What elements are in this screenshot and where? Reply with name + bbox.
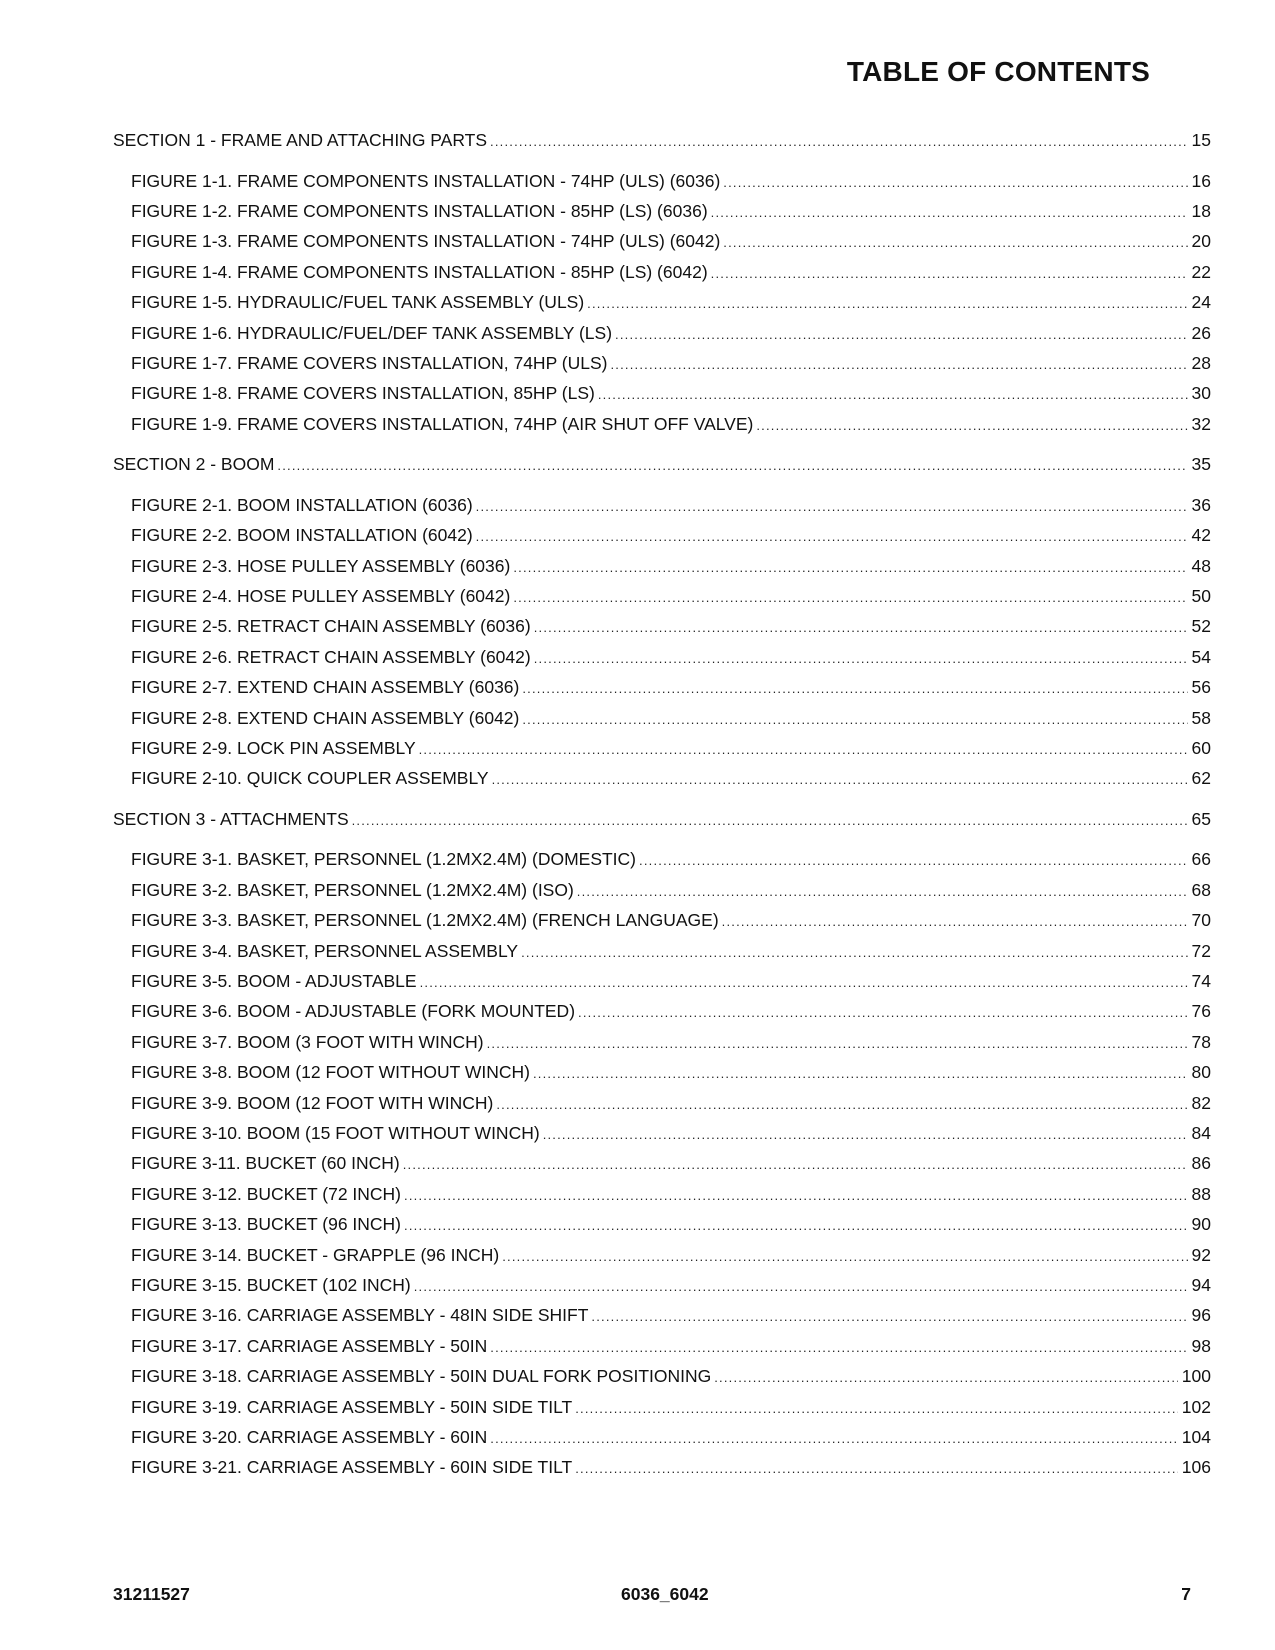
toc-dot-leader: [534, 617, 1188, 638]
toc-dot-leader: [591, 1306, 1187, 1327]
toc-dot-leader: [419, 739, 1188, 760]
toc-entry-page: 35: [1191, 454, 1211, 475]
toc-dot-leader: [575, 1398, 1178, 1419]
toc-entry-page: 18: [1191, 200, 1211, 221]
toc-entry-label: FIGURE 2-8. EXTEND CHAIN ASSEMBLY (6042): [131, 707, 520, 728]
toc-figure-entry[interactable]: [113, 849, 1211, 871]
toc-figure-entry[interactable]: [113, 1214, 1211, 1236]
toc-entry-page: 90: [1191, 1214, 1211, 1235]
toc-section-entry[interactable]: [113, 130, 1211, 152]
toc-entry-label: FIGURE 3-12. BUCKET (72 INCH): [131, 1183, 402, 1204]
toc-entry-label: FIGURE 3-14. BUCKET - GRAPPLE (96 INCH): [131, 1244, 500, 1265]
toc-figure-entry[interactable]: [113, 880, 1211, 902]
toc-entry-page: 72: [1191, 940, 1211, 961]
footer-page-number: 7: [1181, 1584, 1191, 1604]
toc-figure-entry[interactable]: [113, 495, 1211, 517]
toc-entry-label: SECTION 3 - ATTACHMENTS: [113, 808, 349, 829]
toc-entry-label: FIGURE 1-1. FRAME COMPONENTS INSTALLATION - 74HP (ULS) (6036): [131, 170, 721, 191]
toc-entry-page: 86: [1191, 1153, 1211, 1174]
toc-figure-entry[interactable]: [113, 1427, 1211, 1449]
toc-figure-entry[interactable]: [113, 323, 1211, 345]
toc-figure-entry[interactable]: [113, 1457, 1211, 1479]
toc-entry-page: 24: [1191, 292, 1211, 313]
toc-entry-page: 84: [1191, 1122, 1211, 1143]
toc-entry-page: 100: [1181, 1366, 1211, 1387]
toc-figure-entry[interactable]: [113, 647, 1211, 669]
toc-entry-label: FIGURE 2-5. RETRACT CHAIN ASSEMBLY (6036): [131, 616, 531, 637]
toc-dot-leader: [533, 1063, 1188, 1084]
toc-dot-leader: [420, 972, 1188, 993]
toc-entry-page: 82: [1191, 1092, 1211, 1113]
toc-dot-leader: [722, 911, 1188, 932]
toc-figure-entry[interactable]: [113, 525, 1211, 547]
toc-entry-label: FIGURE 1-5. HYDRAULIC/FUEL TANK ASSEMBLY (ULS): [131, 292, 585, 313]
toc-dot-leader: [756, 415, 1187, 436]
toc-entry-page: 60: [1191, 737, 1211, 758]
toc-entry-page: 94: [1191, 1274, 1211, 1295]
toc-entry-page: 104: [1181, 1426, 1211, 1447]
toc-figure-entry[interactable]: [113, 616, 1211, 638]
toc-dot-leader: [487, 1033, 1188, 1054]
toc-dot-leader: [711, 202, 1188, 223]
toc-entry-page: 52: [1191, 616, 1211, 637]
toc-entry-label: FIGURE 3-21. CARRIAGE ASSEMBLY - 60IN SIDE TILT: [131, 1457, 573, 1478]
toc-entry-page: 48: [1191, 555, 1211, 576]
toc-dot-leader: [476, 526, 1188, 547]
toc-figure-entry[interactable]: [113, 1123, 1211, 1145]
toc-entry-page: 74: [1191, 970, 1211, 991]
toc-entry-label: FIGURE 3-2. BASKET, PERSONNEL (1.2MX2.4M) (ISO): [131, 879, 574, 900]
toc-entry-label: FIGURE 2-10. QUICK COUPLER ASSEMBLY: [131, 768, 489, 789]
toc-entry-page: 32: [1191, 413, 1211, 434]
toc-entry-label: FIGURE 3-4. BASKET, PERSONNEL ASSEMBLY: [131, 940, 519, 961]
toc-figure-entry[interactable]: [113, 383, 1211, 405]
toc-entry-page: 65: [1191, 808, 1211, 829]
toc-dot-leader: [522, 678, 1187, 699]
toc-figure-entry[interactable]: [113, 1062, 1211, 1084]
toc-dot-leader: [723, 172, 1187, 193]
toc-figure-entry[interactable]: [113, 353, 1211, 375]
toc-entry-label: FIGURE 3-5. BOOM - ADJUSTABLE: [131, 970, 417, 991]
toc-dot-leader: [352, 810, 1188, 831]
toc-dot-leader: [578, 1002, 1188, 1023]
toc-dot-leader: [502, 1246, 1187, 1267]
toc-entry-page: 70: [1191, 910, 1211, 931]
toc-entry-label: SECTION 2 - BOOM: [113, 454, 275, 475]
toc-entry-page: 88: [1191, 1183, 1211, 1204]
toc-entry-label: FIGURE 3-6. BOOM - ADJUSTABLE (FORK MOUNTED): [131, 1001, 576, 1022]
toc-entry-label: FIGURE 3-9. BOOM (12 FOOT WITH WINCH): [131, 1092, 494, 1113]
toc-dot-leader: [543, 1124, 1188, 1145]
toc-entry-page: 78: [1191, 1031, 1211, 1052]
toc-dot-leader: [598, 384, 1188, 405]
toc-entry-page: 26: [1191, 322, 1211, 343]
toc-figure-entry[interactable]: [113, 1305, 1211, 1327]
toc-entry-page: 56: [1191, 677, 1211, 698]
toc-entry-label: FIGURE 3-8. BOOM (12 FOOT WITHOUT WINCH): [131, 1062, 530, 1083]
toc-dot-leader: [711, 263, 1188, 284]
toc-entry-label: FIGURE 1-4. FRAME COMPONENTS INSTALLATION - 85HP (LS) (6042): [131, 261, 708, 282]
toc-figure-entry[interactable]: [113, 1153, 1211, 1175]
toc-entry-page: 20: [1191, 231, 1211, 252]
toc-dot-leader: [723, 232, 1187, 253]
toc-entry-label: FIGURE 1-3. FRAME COMPONENTS INSTALLATION - 74HP (ULS) (6042): [131, 231, 721, 252]
toc-figure-entry[interactable]: [113, 231, 1211, 253]
toc-figure-entry[interactable]: [113, 1093, 1211, 1115]
toc-dot-leader: [277, 455, 1187, 476]
toc-entry-label: FIGURE 3-3. BASKET, PERSONNEL (1.2MX2.4M) (FRENCH LANGUAGE): [131, 910, 719, 931]
toc-entry-page: 16: [1191, 170, 1211, 191]
toc-entry-label: FIGURE 3-13. BUCKET (96 INCH): [131, 1214, 402, 1235]
toc-entry-label: FIGURE 1-2. FRAME COMPONENTS INSTALLATION - 85HP (LS) (6036): [131, 200, 708, 221]
toc-entry-label: FIGURE 2-4. HOSE PULLEY ASSEMBLY (6042): [131, 585, 511, 606]
toc-figure-entry[interactable]: [113, 201, 1211, 223]
toc-entry-page: 80: [1191, 1062, 1211, 1083]
toc-entry-page: 15: [1191, 130, 1211, 150]
toc-figure-entry[interactable]: [113, 292, 1211, 314]
toc-figure-entry[interactable]: [113, 262, 1211, 284]
toc-figure-entry[interactable]: [113, 1275, 1211, 1297]
footer-model: 6036_6042: [621, 1584, 709, 1604]
toc-section-entry[interactable]: [113, 809, 1211, 831]
toc-figure-entry[interactable]: [113, 677, 1211, 699]
toc-entry-label: SECTION 1 - FRAME AND ATTACHING PARTS: [113, 130, 488, 150]
toc-figure-entry[interactable]: [113, 738, 1211, 760]
toc-entry-label: FIGURE 1-7. FRAME COVERS INSTALLATION, 74HP (ULS): [131, 352, 608, 373]
toc-dot-leader: [522, 709, 1187, 730]
toc-entry-page: 36: [1191, 494, 1211, 515]
toc-dot-leader: [403, 1154, 1188, 1175]
toc-entry-label: FIGURE 3-19. CARRIAGE ASSEMBLY - 50IN SIDE TILT: [131, 1396, 573, 1417]
toc-entry-label: FIGURE 3-7. BOOM (3 FOOT WITH WINCH): [131, 1031, 484, 1052]
toc-dot-leader: [513, 587, 1187, 608]
toc-entry-label: FIGURE 2-6. RETRACT CHAIN ASSEMBLY (6042): [131, 646, 531, 667]
toc-entry-page: 50: [1191, 585, 1211, 606]
toc-entry-label: FIGURE 3-20. CARRIAGE ASSEMBLY - 60IN: [131, 1426, 488, 1447]
toc-entry-page: 58: [1191, 707, 1211, 728]
toc-dot-leader: [404, 1185, 1188, 1206]
toc-entry-label: FIGURE 3-11. BUCKET (60 INCH): [131, 1153, 400, 1174]
toc-entry-page: 92: [1191, 1244, 1211, 1265]
toc-dot-leader: [611, 354, 1188, 375]
toc-dot-leader: [490, 1428, 1178, 1449]
toc-dot-leader: [575, 1458, 1178, 1479]
toc-entry-page: 28: [1191, 352, 1211, 373]
toc-entry-label: FIGURE 2-7. EXTEND CHAIN ASSEMBLY (6036): [131, 677, 520, 698]
toc-entry-page: 68: [1191, 879, 1211, 900]
toc-entry-page: 102: [1181, 1396, 1211, 1417]
toc-figure-entry[interactable]: [113, 768, 1211, 790]
toc-figure-entry[interactable]: [113, 941, 1211, 963]
toc-entry-page: 106: [1181, 1457, 1211, 1478]
toc-entry-label: FIGURE 2-1. BOOM INSTALLATION (6036): [131, 494, 473, 515]
toc-entry-page: 42: [1191, 525, 1211, 546]
toc-dot-leader: [534, 648, 1188, 669]
toc-figure-entry[interactable]: [113, 1184, 1211, 1206]
toc-dot-leader: [492, 769, 1188, 790]
toc-dot-leader: [404, 1215, 1188, 1236]
toc-dot-leader: [496, 1094, 1187, 1115]
toc-dot-leader: [639, 850, 1188, 871]
toc-entry-page: 66: [1191, 849, 1211, 870]
toc-dot-leader: [414, 1276, 1188, 1297]
toc-entry-label: FIGURE 2-9. LOCK PIN ASSEMBLY: [131, 737, 416, 758]
toc-dot-leader: [577, 881, 1188, 902]
toc-dot-leader: [521, 942, 1187, 963]
footer-doc-number: 31211527: [113, 1584, 190, 1604]
toc-figure-entry[interactable]: [113, 1032, 1211, 1054]
toc-entry-label: FIGURE 3-1. BASKET, PERSONNEL (1.2MX2.4M) (DOMESTIC): [131, 849, 637, 870]
toc-entry-page: 98: [1191, 1335, 1211, 1356]
toc-dot-leader: [714, 1367, 1178, 1388]
toc-dot-leader: [513, 557, 1187, 578]
toc-figure-entry[interactable]: [113, 586, 1211, 608]
toc-entry-label: FIGURE 3-15. BUCKET (102 INCH): [131, 1274, 411, 1295]
toc-entry-page: 96: [1191, 1305, 1211, 1326]
toc-figure-entry[interactable]: [113, 708, 1211, 730]
toc-figure-entry[interactable]: [113, 414, 1211, 436]
toc-dot-leader: [490, 131, 1188, 152]
toc-figure-entry[interactable]: [113, 1397, 1211, 1419]
toc-entry-label: FIGURE 3-10. BOOM (15 FOOT WITHOUT WINCH): [131, 1122, 540, 1143]
toc-dot-leader: [587, 293, 1187, 314]
toc-figure-entry[interactable]: [113, 171, 1211, 193]
toc-entry-label: FIGURE 3-17. CARRIAGE ASSEMBLY - 50IN: [131, 1335, 488, 1356]
toc-entry-label: FIGURE 1-8. FRAME COVERS INSTALLATION, 85HP (LS): [131, 383, 595, 404]
toc-dot-leader: [476, 496, 1188, 517]
toc-entry-page: 30: [1191, 383, 1211, 404]
toc-figure-entry[interactable]: [113, 556, 1211, 578]
toc-entry-label: FIGURE 3-18. CARRIAGE ASSEMBLY - 50IN DUAL FORK POSITIONING: [131, 1366, 712, 1387]
toc-entry-label: FIGURE 2-2. BOOM INSTALLATION (6042): [131, 525, 473, 546]
toc-dot-leader: [615, 324, 1187, 345]
toc-entry-page: 76: [1191, 1001, 1211, 1022]
toc-figure-entry[interactable]: [113, 910, 1211, 932]
toc-entry-page: 54: [1191, 646, 1211, 667]
toc-entry-label: FIGURE 1-6. HYDRAULIC/FUEL/DEF TANK ASSEMBLY (LS): [131, 322, 613, 343]
toc-figure-entry[interactable]: [113, 1366, 1211, 1388]
toc-figure-entry[interactable]: [113, 1245, 1211, 1267]
toc-section-entry[interactable]: [113, 454, 1211, 476]
toc-entry-page: 62: [1191, 768, 1211, 789]
toc-entry-label: FIGURE 3-16. CARRIAGE ASSEMBLY - 48IN SIDE SHIFT: [131, 1305, 589, 1326]
toc-figure-entry[interactable]: [113, 1001, 1211, 1023]
toc-entry-label: FIGURE 2-3. HOSE PULLEY ASSEMBLY (6036): [131, 555, 511, 576]
toc-dot-leader: [490, 1337, 1187, 1358]
toc-entry-label: FIGURE 1-9. FRAME COVERS INSTALLATION, 74HP (AIR SHUT OFF VALVE): [131, 413, 754, 434]
page-title: TABLE OF CONTENTS: [846, 56, 1150, 87]
toc-figure-entry[interactable]: [113, 1336, 1211, 1358]
toc-entry-page: 22: [1191, 261, 1211, 282]
toc-figure-entry[interactable]: [113, 971, 1211, 993]
